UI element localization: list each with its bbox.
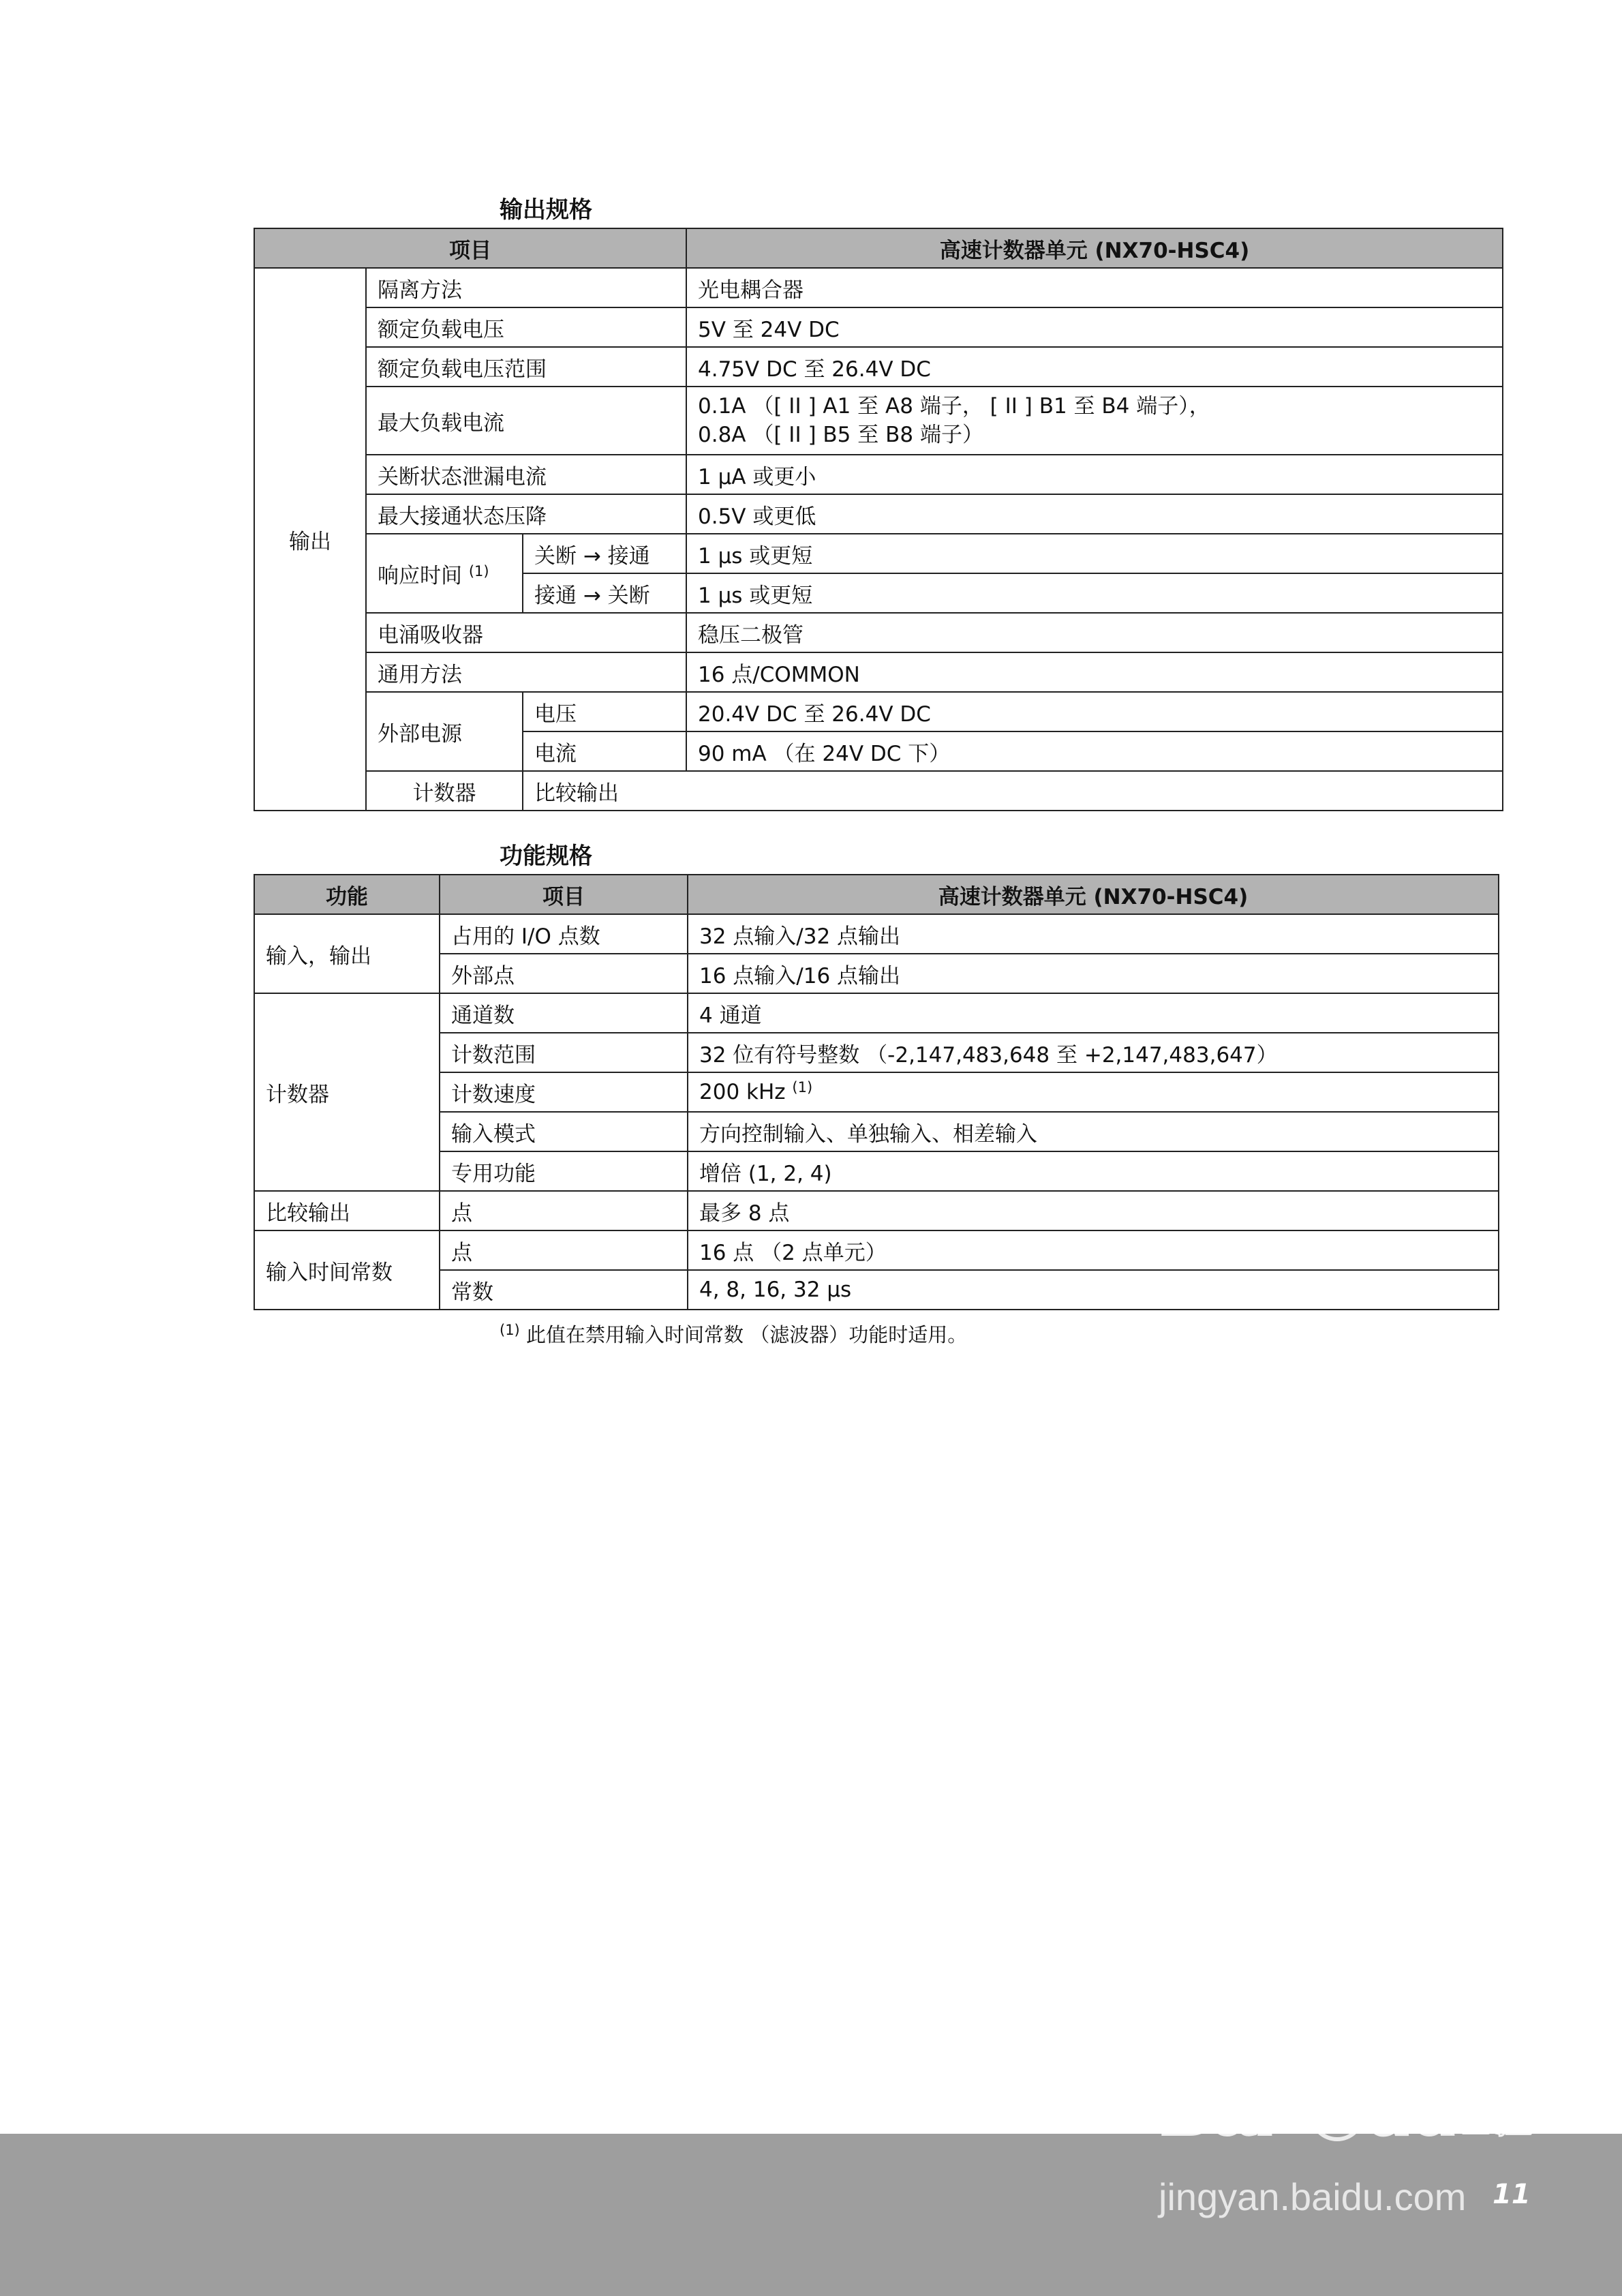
watermark-url: jingyan.baidu.com: [1159, 2175, 1467, 2218]
table-row: [254, 1072, 1499, 1112]
row-label: 额定负载电压: [366, 307, 686, 347]
row-value: 方向控制输入、单独输入、相差输入: [688, 1112, 1499, 1151]
footnote-text: 此值在禁用输入时间常数 （滤波器）功能时适用。: [525, 1323, 968, 1346]
row-value: 4.75V DC 至 26.4V DC: [686, 347, 1503, 387]
row-label: 点: [440, 1191, 688, 1230]
row-label: [366, 534, 523, 613]
svg-text:du: du: [1366, 2066, 1458, 2150]
max-current-line-1: 0.1A （[ II ] A1 至 A8 端子， [ II ] B1 至 B4 端子），: [698, 394, 1210, 419]
row-value: 16 点 （2 点单元）: [688, 1230, 1499, 1270]
table-row: [254, 387, 1503, 455]
group-counter: 计数器: [366, 771, 523, 811]
table-row: [254, 993, 1499, 1033]
table-row: [254, 534, 1503, 573]
function-spec-title: 功能规格: [500, 843, 592, 870]
row-value: 4 通道: [688, 993, 1499, 1033]
row-label: 最大负载电流: [366, 387, 686, 455]
group-output: 输出: [254, 268, 366, 811]
row-value: 1 μA 或更小: [686, 455, 1503, 494]
row-label: 专用功能: [440, 1151, 688, 1191]
table-row: [254, 652, 1503, 692]
table-row: [254, 494, 1503, 534]
row-value: 0.5V 或更低: [686, 494, 1503, 534]
table-header-row: [254, 875, 1499, 914]
footnote: [500, 1320, 967, 1348]
row-label: 通用方法: [366, 652, 686, 692]
table-row: [254, 771, 1503, 811]
row-label: 外部电源: [366, 692, 523, 771]
table-row: [254, 1270, 1499, 1310]
header-unit: 高速计数器单元 (NX70-HSC4): [686, 228, 1503, 268]
table-row: [254, 347, 1503, 387]
function-spec-table: [254, 874, 1499, 1310]
svg-text:Bai: Bai: [1159, 2066, 1276, 2150]
row-value: 5V 至 24V DC: [686, 307, 1503, 347]
row-value: 16 点/COMMON: [686, 652, 1503, 692]
sub-label: 电流: [523, 731, 686, 771]
row-label: 电涌吸收器: [366, 613, 686, 652]
table-header-row: [254, 228, 1503, 268]
row-label: 占用的 I/O 点数: [440, 914, 688, 954]
row-value: [688, 1072, 1499, 1112]
table-row: [254, 954, 1499, 993]
header-item: 项目: [254, 228, 686, 268]
footnote-mark: (1): [500, 1322, 520, 1338]
row-label: 最大接通状态压降: [366, 494, 686, 534]
page-number: 11: [1493, 2179, 1531, 2210]
footnote-ref: (1): [468, 562, 489, 579]
row-label: 比较输出: [523, 771, 1503, 811]
row-label: 额定负载电压范围: [366, 347, 686, 387]
row-label: 通道数: [440, 993, 688, 1033]
table-row: [254, 1230, 1499, 1270]
group-counter: 计数器: [254, 993, 440, 1191]
sub-label: 接通 → 关断: [523, 573, 686, 613]
response-label: 响应时间: [378, 563, 462, 588]
table-row: [254, 1112, 1499, 1151]
table-row: [254, 914, 1499, 954]
footnote-ref: (1): [792, 1079, 813, 1096]
row-label: 点: [440, 1230, 688, 1270]
output-spec-title: 输出规格: [500, 196, 592, 224]
output-spec-table: [254, 228, 1503, 811]
header-item: 项目: [440, 875, 688, 914]
row-label: 常数: [440, 1270, 688, 1310]
row-value: 90 mA （在 24V DC 下）: [686, 731, 1503, 771]
table-row: [254, 307, 1503, 347]
table-row: [254, 692, 1503, 731]
row-value: 光电耦合器: [686, 268, 1503, 307]
row-label: 计数速度: [440, 1072, 688, 1112]
table-row: [254, 1033, 1499, 1072]
table-row: [254, 455, 1503, 494]
group-io: 输入，输出: [254, 914, 440, 993]
speed-value: 200 kHz: [699, 1080, 786, 1104]
row-label: 关断状态泄漏电流: [366, 455, 686, 494]
row-label: 外部点: [440, 954, 688, 993]
table-row: [254, 613, 1503, 652]
row-label: 输入模式: [440, 1112, 688, 1151]
table-row: [254, 1191, 1499, 1230]
row-value: 增倍 (1, 2, 4): [688, 1151, 1499, 1191]
row-label: 隔离方法: [366, 268, 686, 307]
row-label: 计数范围: [440, 1033, 688, 1072]
row-value: 32 点输入/32 点输出: [688, 914, 1499, 954]
svg-text:经验: 经验: [1448, 2093, 1533, 2143]
group-input-time: 输入时间常数: [254, 1230, 440, 1310]
row-value: 最多 8 点: [688, 1191, 1499, 1230]
sub-label: 关断 → 接通: [523, 534, 686, 573]
row-value: 16 点输入/16 点输出: [688, 954, 1499, 993]
group-compare: 比较输出: [254, 1191, 440, 1230]
row-value: [686, 387, 1503, 455]
table-row: [254, 268, 1503, 307]
row-value: 4, 8, 16, 32 μs: [688, 1270, 1499, 1310]
row-value: 稳压二极管: [686, 613, 1503, 652]
table-row: [254, 1151, 1499, 1191]
max-current-line-2: 0.8A （[ II ] B5 至 B8 端子）: [698, 423, 983, 447]
sub-label: 电压: [523, 692, 686, 731]
baidu-logo-icon: [1159, 2059, 1540, 2154]
row-value: 1 μs 或更短: [686, 573, 1503, 613]
row-value: 32 位有符号整数 （-2,147,483,648 至 +2,147,483,647）: [688, 1033, 1499, 1072]
row-value: 1 μs 或更短: [686, 534, 1503, 573]
header-unit: 高速计数器单元 (NX70-HSC4): [688, 875, 1499, 914]
header-function: 功能: [254, 875, 440, 914]
row-value: 20.4V DC 至 26.4V DC: [686, 692, 1503, 731]
